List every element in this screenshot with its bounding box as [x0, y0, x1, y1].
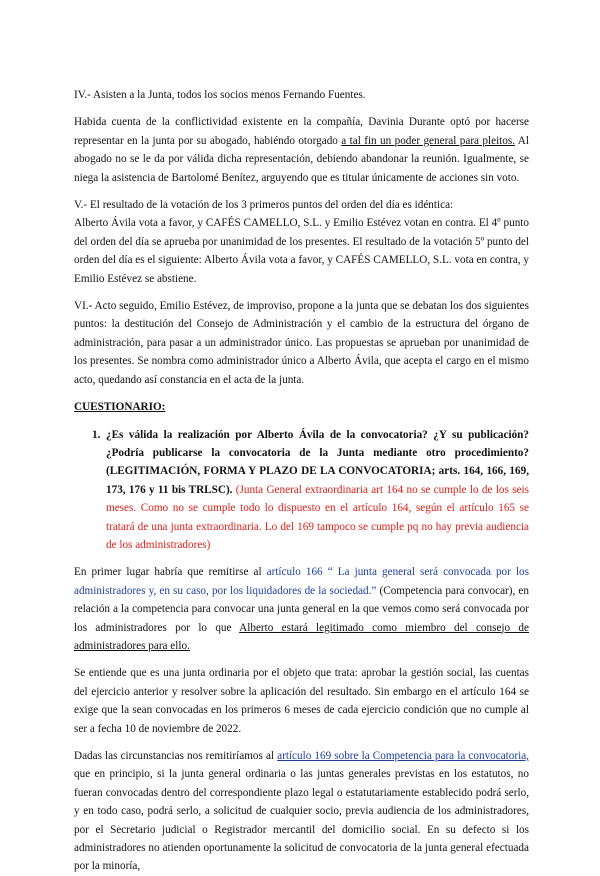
text-segment: Alberto Ávila vota a favor, y CAFÉS CAMELLO, S.L. y Emilio Estévez votan en contra. El 4º punto del orden del día se aprueba por unanimidad de los presentes. El resultado de la votación 5º punto del orden del día es el siguiente: Alberto Ávila vota a favor, y CAFÉS CAMELLO, S.L. vota en contra, y Emilio Estévez se abstiene.: [74, 217, 529, 285]
paragraph-agenda: VI.- Acto seguido, Emilio Estévez, de improviso, propone a la junta que se debatan los dos siguientes puntos: la destitución del Consejo de Administración y el cambio de la estructura del órgano de administración, para pasar a un administrador único. Las propuestas se aprueban por unanimidad de los presentes. Se nombra como administrador único a Alberto Ávila, que acepta el cargo en el mismo acto, quedando así constancia en el acta de la junta.: [74, 300, 529, 386]
text-segment: V.- El resultado de la votación de los 3 primeros puntos del orden del día es idéntica:: [74, 199, 454, 212]
question-item: [92, 426, 529, 555]
question-text: ¿Es válida la realización por Alberto Ávila de la convocatoria? ¿Y su publicación? ¿Podría publicarse la convocatoria de la Junta mediante otro procedimiento? (LEGITIMACIÓN, FORMA Y PLAZO DE LA CONVOCATORIA; arts. 164, 166, 169, 173, 176 y 11 bis TRLSC).: [106, 428, 529, 496]
underlined-text: Alberto estará legitimado como miembro del consejo de administradores para ello.: [74, 621, 529, 652]
text-segment: Dadas las circunstancias nos remitiríamos al: [74, 750, 278, 762]
document-page: [74, 86, 529, 876]
article-reference: artículo 166 “ La junta general será convocada por los administradores y, en su caso, por los liquidadores de la sociedad.”: [74, 566, 529, 597]
underlined-text: a tal fin un poder general para pleitos.: [341, 134, 516, 147]
paragraph-attendance: IV.- Asisten a la Junta, todos los socios menos Fernando Fuentes.: [74, 89, 366, 101]
paragraph-competence: [74, 563, 529, 655]
text-segment: que en principio, si la junta general ordinaria o las juntas generales previstas en los estatutos, no fueran convocadas dentro del correspondiente plazo legal o estatutariamente establecido podrá serlo, y en todo caso, podrá serlo, a solicitud de cualquier socio, previa audiencia de los administradores, por el Secretario judicial o Registrador mercantil del domicilio social. En su defecto si los administradores no atienden oportunamente la solicitud de convocatoria de la junta general efectuada por la minoría,: [74, 768, 529, 873]
article-reference: artículo 169 sobre la Competencia para la convocatoria,: [277, 750, 529, 762]
paragraph-representation: [74, 113, 529, 187]
section-heading: CUESTIONARIO:: [74, 401, 166, 414]
text-segment: Al abogado no se le da por válida dicha representación, debiendo abandonar la reunión. Igualmente, se niega la asistencia de Bartolomé Benítez, arguyendo que es titular únicamente de acciones sin voto.: [74, 134, 529, 184]
question-body: [106, 426, 529, 555]
text-segment: Habida cuenta de la conflictividad existente en la compañía, Davinia Durante optó por hacerse representar en la junta por su abogado, habiéndo otorgado: [74, 116, 529, 147]
paragraph-ordinary-meeting: Se entiende que es una junta ordinaria por el objeto que trata: aprobar la gestión social, las cuentas del ejercicio anterior y resolver sobre la aplicación del resultado. Sin embargo en el artículo 164 se exige que la sean convocadas en los primeros 6 meses de cada ejercicio condición que no cumple al ser a fecha 10 de noviembre de 2022.: [74, 667, 529, 735]
text-segment: En primer lugar habría que remitirse al: [74, 566, 267, 579]
paragraph-article-169: [74, 747, 529, 876]
paragraph-voting: [74, 196, 529, 288]
text-segment: (Competencia para convocar), en relación a la competencia para convocar una junta general en la que vemos como será convocada por los administradores por lo que: [74, 584, 529, 634]
answer-note: (Junta General extraordinaria art 164 no se cumple lo de los seis meses. Como no se cumple todo lo dispuesto en el artículo 164, según el artículo 165 se tratará de una junta extraordinaria. Lo del 169 tampoco se cumple pq no hay previa audiencia de los administradores): [106, 483, 529, 551]
question-number: 1.: [92, 428, 101, 441]
